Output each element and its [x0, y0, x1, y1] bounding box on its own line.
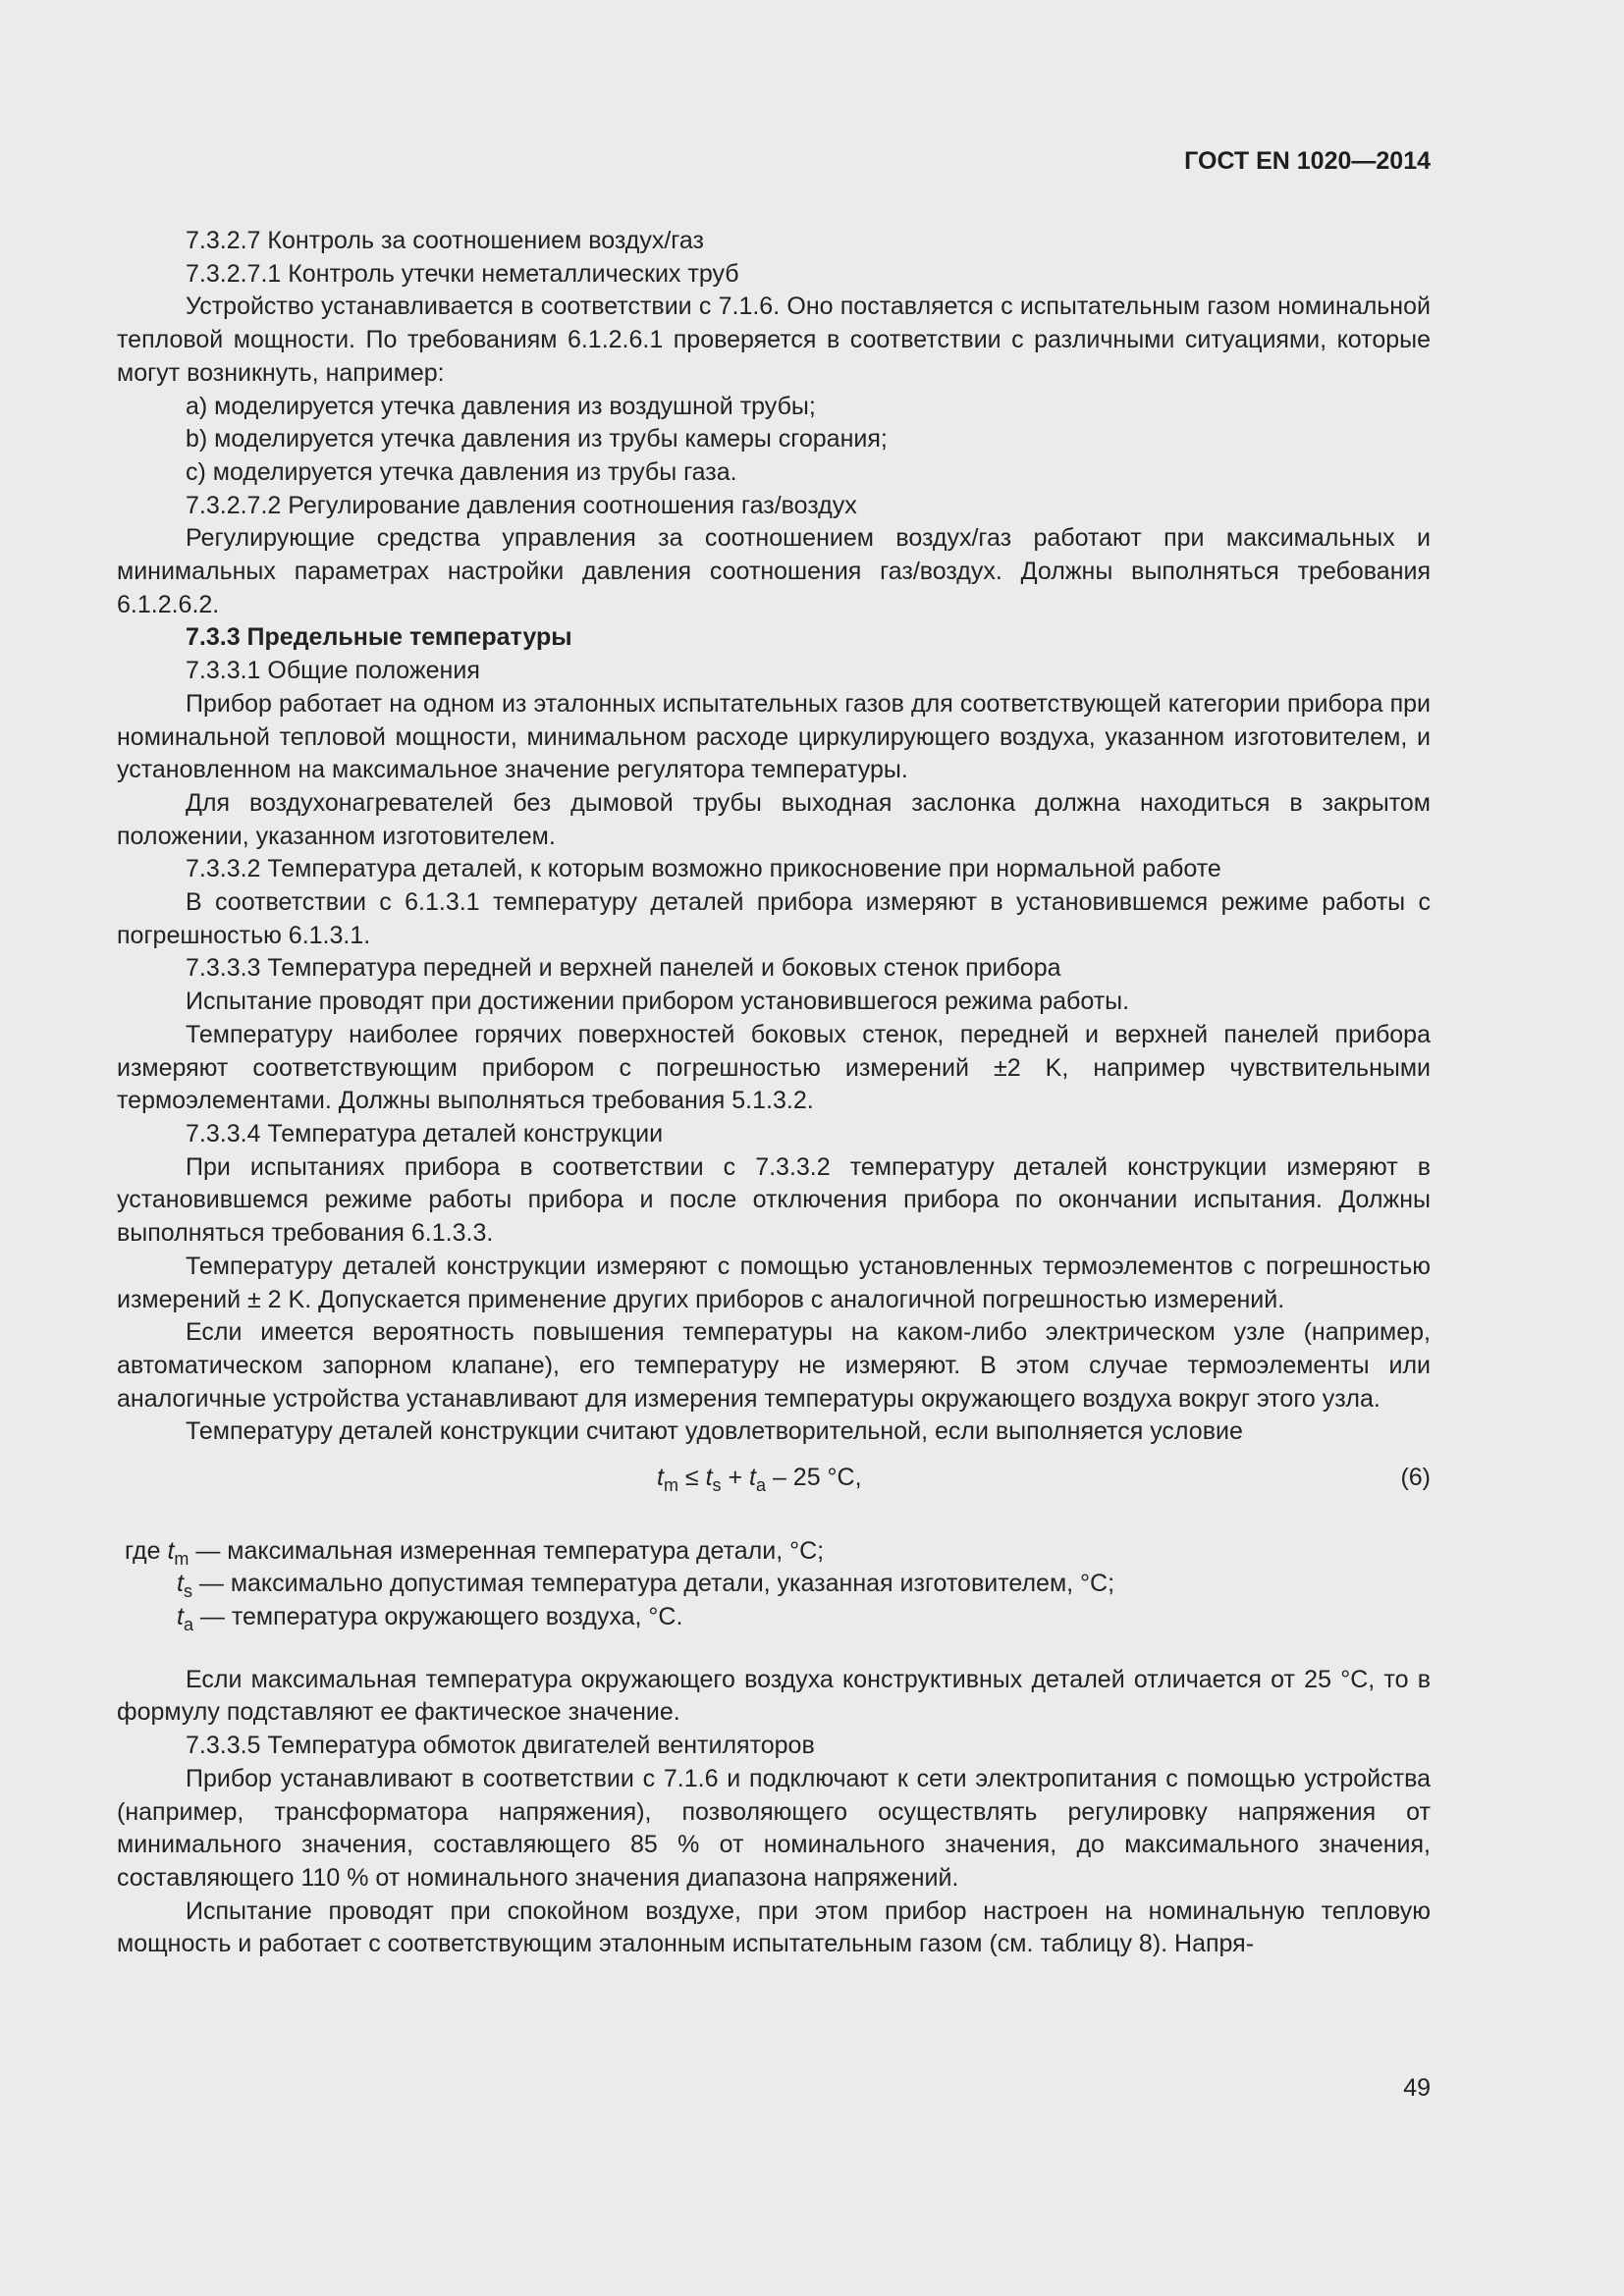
body-text — [117, 225, 1431, 1961]
page-number: 49 — [1403, 2074, 1431, 2102]
paragraph: 7.3.2.7 Контроль за соотношением воздух/газ — [186, 227, 704, 254]
legend-line — [117, 1535, 1431, 1569]
formula-op: ≤ — [677, 1464, 706, 1492]
paragraph: Устройство устанавливается в соответствии с 7.1.6. Оно поставляется с испытательным газом номинальной тепловой мощности. По требованиям 6.1.2.6.1 проверяется в соответствии с различными ситуациями, которые могут возникнуть, например: — [117, 293, 1431, 387]
spacer — [117, 1634, 1431, 1664]
paragraph: При испытаниях прибора в соответствии с 7.3.3.2 температуру деталей конструкции измеряют в установившемся режиме работы прибора и после отключения прибора по окончании испытания. Должны выполняться требования 6.1.3.3. — [117, 1152, 1431, 1248]
formula-var: t — [177, 1603, 184, 1631]
formula-var: t — [177, 1570, 184, 1598]
list-item: a) моделируется утечка давления из воздушной трубы; — [186, 392, 816, 420]
paragraph: 7.3.3.3 Температура передней и верхней панелей и боковых стенок прибора — [186, 954, 1061, 983]
paragraph: Температуру наиболее горячих поверхностей боковых стенок, передней и верхней панелей прибора измеряют соответствующим прибором с погрешностью измерений ±2 K, например чувствительными термоэлементами. Должны выполняться требования 5.1.3.2. — [117, 1020, 1431, 1115]
legend-text: — максимальная измеренная температура детали, °C; — [189, 1536, 825, 1565]
paragraph: 7.3.3.4 Температура деталей конструкции — [186, 1119, 664, 1148]
paragraph: Испытание проводят при достижении прибором установившегося режима работы. — [186, 988, 1130, 1016]
paragraph: Прибор устанавливают в соответствии с 7.1.6 и подключают к сети электропитания с помощью устройства (например, трансформатора напряжения), позволяющего осуществлять регулировку напряжения от минимального значения, составляющего 85 % от номинального значения, до максимального значения, составляющего 110 % от номинального значения диапазона напряжений. — [117, 1764, 1431, 1892]
paragraph: Прибор работает на одном из эталонных испытательных газов для соответствующей категории прибора при номинальной тепловой мощности, минимальном расходе циркулирующего воздуха, указанном изготовителем, и установленном на максимальное значение регулятора температуры. — [117, 689, 1431, 784]
formula-sub: a — [755, 1475, 766, 1496]
paragraph: Если максимальная температура окружающего воздуха конструктивных деталей отличается от 25 °C, то в формулу подставляют ее фактическое значение. — [117, 1665, 1431, 1727]
paragraph: Испытание проводят при спокойном воздухе, при этом прибор настроен на номинальную тепловую мощность и работает с соответствующим эталонным испытательным газом (см. таблицу 8). Напря- — [117, 1896, 1431, 1958]
formula-tail: – 25 °C, — [766, 1464, 862, 1492]
formula-sub: a — [183, 1615, 193, 1635]
formula-var: t — [705, 1464, 713, 1492]
formula-var: t — [657, 1464, 664, 1492]
formula-number: (6) — [1400, 1464, 1431, 1492]
paragraph: 7.3.3.1 Общие положения — [186, 657, 480, 685]
legend-text: — максимально допустимая температура детали, указанная изготовителем, °C; — [191, 1570, 1115, 1598]
formula-row — [117, 1462, 1431, 1495]
paragraph: Температуру деталей конструкции считают удовлетворительной, если выполняется условие — [186, 1417, 1243, 1446]
paragraph: 7.3.2.7.2 Регулирование давления соотношения газ/воздух — [186, 491, 857, 519]
document-header: ГОСТ EN 1020—2014 — [1184, 147, 1431, 175]
paragraph: 7.3.3.5 Температура обмоток двигателей вентиляторов — [186, 1732, 815, 1760]
section-heading: 7.3.3 Предельные температуры — [186, 623, 572, 652]
legend-intro: где — [125, 1536, 168, 1565]
formula-var: t — [167, 1536, 175, 1565]
list-item: b) моделируется утечка давления из трубы камеры сгорания; — [186, 425, 888, 454]
formula-sub: m — [174, 1548, 189, 1569]
paragraph: В соответствии с 6.1.3.1 температуру деталей прибора измеряют в установившемся режиме работы с погрешностью 6.1.3.1. — [117, 888, 1431, 949]
paragraph: Температуру деталей конструкции измеряют с помощью установленных термоэлементов с погрешностью измерений ± 2 K. Допускается применение других приборов с аналогичной погрешностью измерений. — [117, 1252, 1431, 1313]
formula-sub: s — [183, 1581, 192, 1602]
formula-legend — [117, 1535, 1431, 1634]
paragraph: Регулирующие средства управления за соотношением воздух/газ работают при максимальных и минимальных параметрах настройки давления соотношения газ/воздух. Должны выполняться требования 6.1.2.6.2. — [117, 524, 1431, 618]
formula-sub: s — [712, 1475, 722, 1496]
formula — [657, 1462, 862, 1495]
formula-var: t — [749, 1464, 756, 1492]
formula-op: + — [721, 1464, 750, 1492]
formula-sub: m — [663, 1475, 678, 1496]
legend-line — [117, 1601, 1431, 1634]
paragraph: Если имеется вероятность повышения температуры на каком-либо электрическом узле (например, автоматическом запорном клапане), его температуру не измеряют. В этом случае термоэлементы или аналогичные устройства устанавливают для измерения температуры окружающего воздуха вокруг этого узла. — [117, 1318, 1431, 1413]
paragraph: 7.3.2.7.1 Контроль утечки неметаллических труб — [186, 259, 739, 288]
list-item: c) моделируется утечка давления из трубы газа. — [186, 457, 737, 486]
paragraph: Для воздухонагревателей без дымовой трубы выходная заслонка должна находиться в закрытом положении, указанном изготовителем. — [117, 788, 1431, 850]
paragraph: 7.3.3.2 Температура деталей, к которым возможно прикосновение при нормальной работе — [186, 855, 1221, 883]
legend-text: — температура окружающего воздуха, °C. — [192, 1603, 683, 1631]
legend-line — [117, 1568, 1431, 1601]
